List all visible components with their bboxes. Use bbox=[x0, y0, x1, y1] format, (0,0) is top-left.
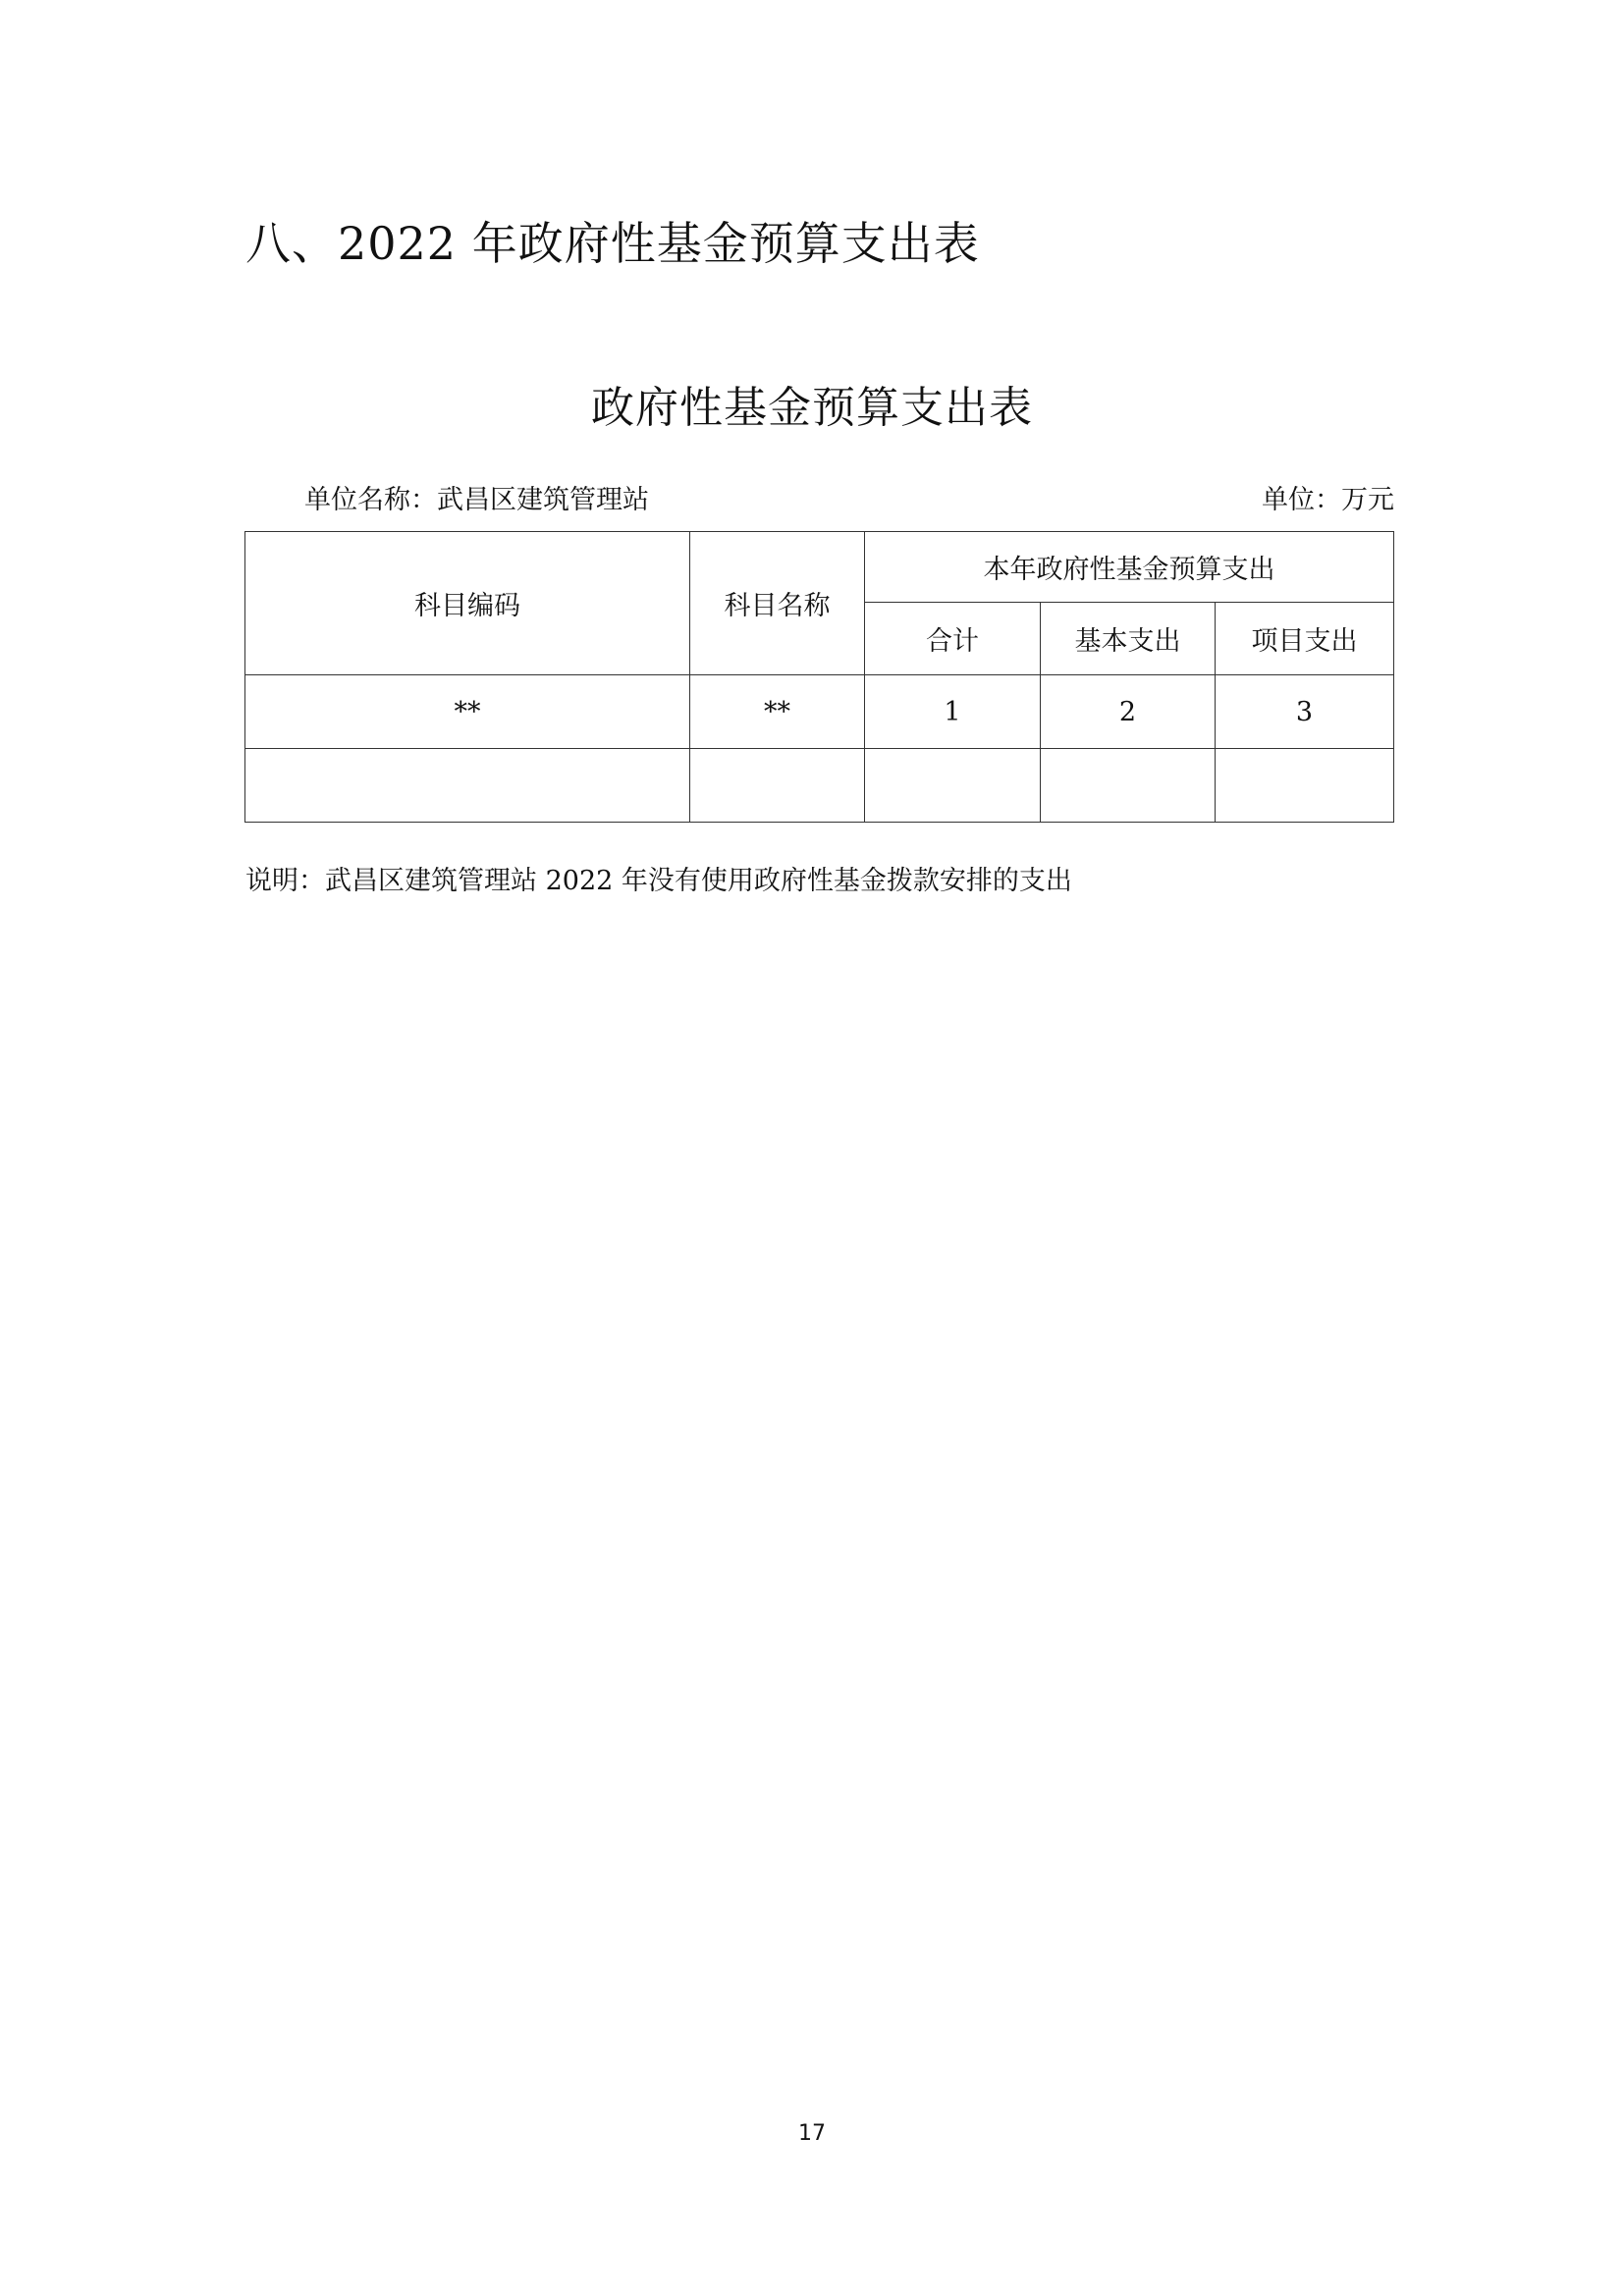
header-subject-name: 科目名称 bbox=[690, 532, 865, 675]
page-number: 17 bbox=[798, 2121, 826, 2146]
table-header-row bbox=[245, 532, 1394, 603]
budget-table bbox=[244, 531, 1394, 823]
table-cell: 2 bbox=[1041, 675, 1216, 749]
table-cell: ** bbox=[690, 675, 865, 749]
table-meta-row bbox=[304, 481, 1394, 520]
table-cell: 3 bbox=[1216, 675, 1394, 749]
table-cell bbox=[690, 749, 865, 823]
table-cell bbox=[245, 749, 690, 823]
unit-name-label: 单位名称：武昌区建筑管理站 bbox=[304, 485, 649, 515]
table-cell bbox=[865, 749, 1041, 823]
header-subject-code: 科目编码 bbox=[245, 532, 690, 675]
header-basic-expenditure: 基本支出 bbox=[1041, 603, 1216, 675]
table-cell: ** bbox=[245, 675, 690, 749]
header-group-expenditure: 本年政府性基金预算支出 bbox=[865, 532, 1394, 603]
table-cell bbox=[1041, 749, 1216, 823]
header-project-expenditure: 项目支出 bbox=[1216, 603, 1394, 675]
header-total: 合计 bbox=[865, 603, 1041, 675]
explanatory-note: 说明：武昌区建筑管理站 2022 年没有使用政府性基金拨款安排的支出 bbox=[245, 866, 1072, 896]
table-row bbox=[245, 749, 1394, 823]
table-cell: 1 bbox=[865, 675, 1041, 749]
section-heading: 八、2022 年政府性基金预算支出表 bbox=[245, 217, 980, 270]
currency-unit-label: 单位：万元 bbox=[1262, 485, 1394, 515]
table-title: 政府性基金预算支出表 bbox=[591, 383, 1033, 433]
table-cell bbox=[1216, 749, 1394, 823]
table-index-row bbox=[245, 675, 1394, 749]
